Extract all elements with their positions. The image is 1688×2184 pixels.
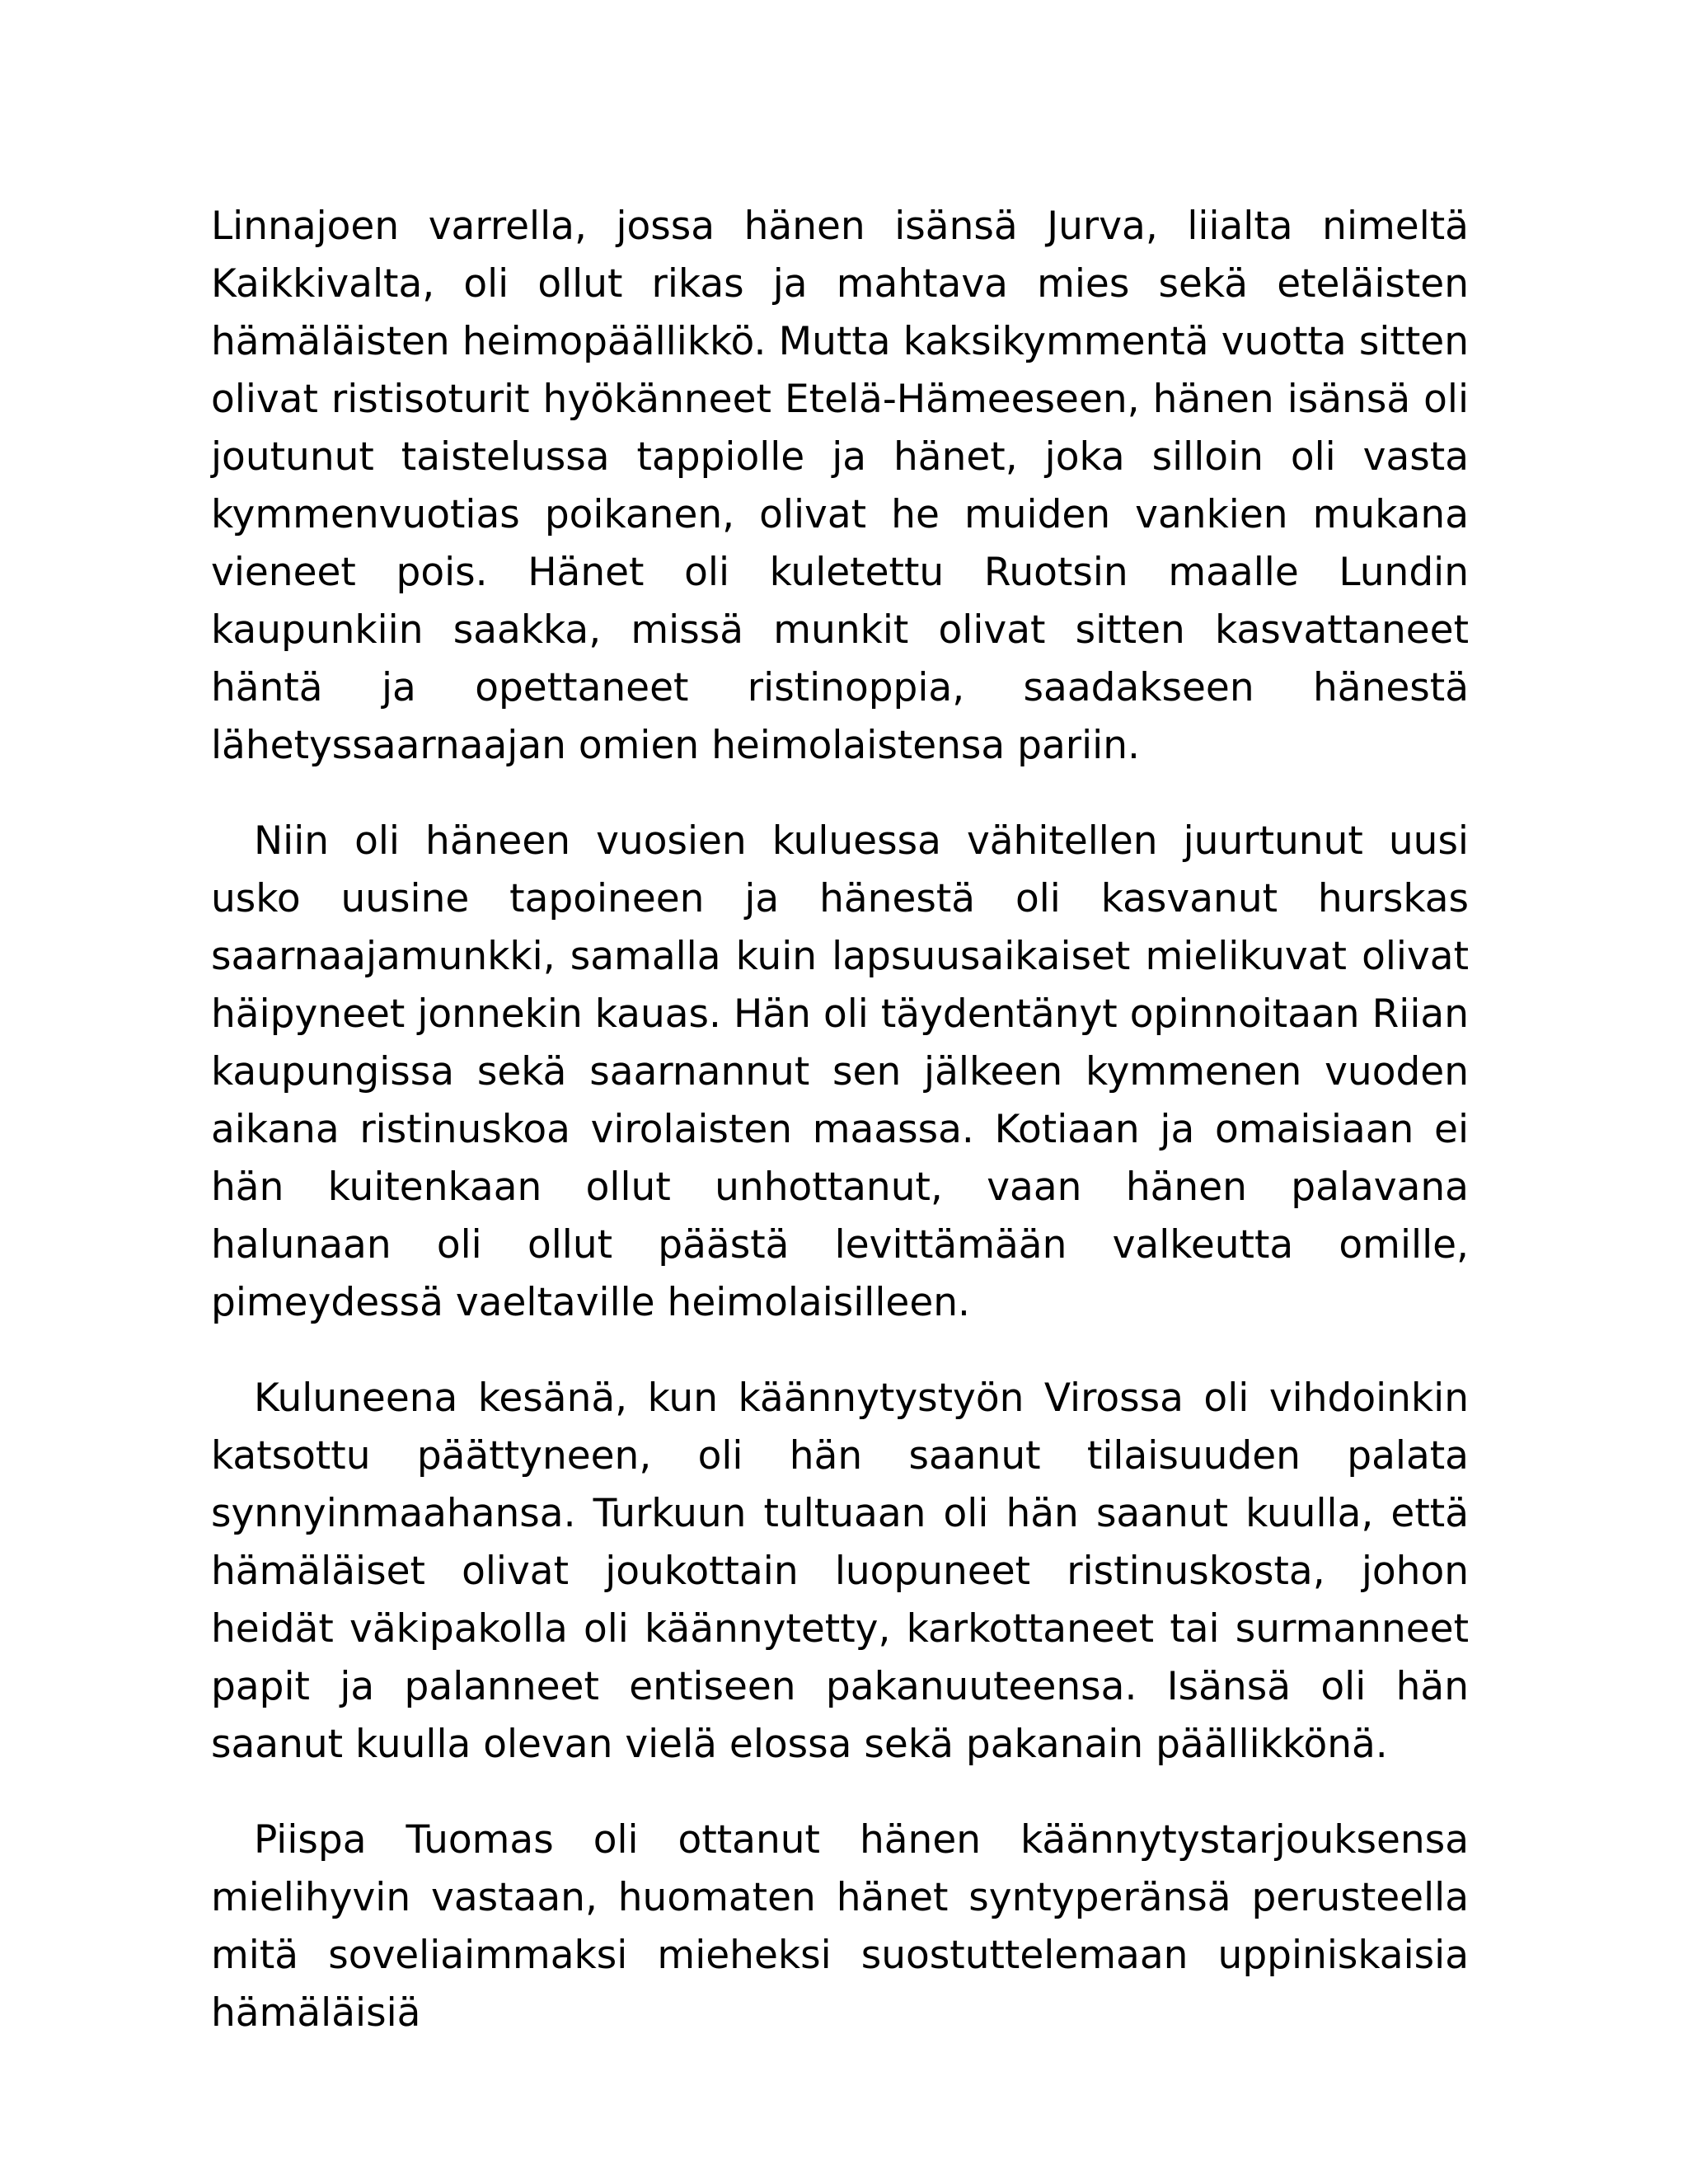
- paragraph-3: Kuluneena kesänä, kun käännytystyön Virossa oli vihdoinkin katsottu päättyneen, oli hän saanut tilaisuuden palata synnyinmaahansa. Turkuun tultuaan oli hän saanut kuulla, että hämäläiset olivat joukottain luopuneet ristinuskosta, johon heidät väkipakolla oli käännytetty, karkottaneet tai surmanneet papit ja palanneet entiseen pakanuuteensa. Isänsä oli hän saanut kuulla olevan vielä elossa sekä pakanain päällikkönä.: [211, 1376, 1469, 1767]
- paragraph-2: Niin oli häneen vuosien kuluessa vähitellen juurtunut uusi usko uusine tapoineen ja hänestä oli kasvanut hurskas saarnaajamunkki, samalla kuin lapsuusaikaiset mielikuvat olivat häipyneet jonnekin kauas. Hän oli täydentänyt opinnoitaan Riian kaupungissa sekä saarnannut sen jälkeen kymmenen vuoden aikana ristinuskoa virolaisten maassa. Kotiaan ja omaisiaan ei hän kuitenkaan ollut unhottanut, vaan hänen palavana halunaan oli ollut päästä levittämään valkeutta omille, pimeydessä vaeltaville heimolaisilleen.: [211, 818, 1469, 1325]
- paragraph-4: Piispa Tuomas oli ottanut hänen käännytystarjouksensa mielihyvin vastaan, huomaten hänet syntyperänsä perusteella mitä soveliaimmaksi mieheksi suostuttelemaan uppiniskaisia hämäläisiä: [211, 1817, 1469, 2036]
- paragraph-1: Linnajoen varrella, jossa hänen isänsä Jurva, liialta nimeltä Kaikkivalta, oli ollut rikas ja mahtava mies sekä eteläisten hämäläisten heimopäällikkö. Mutta kaksikymmentä vuotta sitten olivat ristisoturit hyökänneet Etelä-Hämeeseen, hänen isänsä oli joutunut taistelussa tappiolle ja hänet, joka silloin oli vasta kymmenvuotias poikanen, olivat he muiden vankien mukana vieneet pois. Hänet oli kuletettu Ruotsin maalle Lundin kaupunkiin saakka, missä munkit olivat sitten kasvattaneet häntä ja opettaneet ristinoppia, saadakseen hänestä lähetyssaarnaajan omien heimolaistensa pariin.: [211, 204, 1469, 768]
- text-column: [211, 198, 1469, 2080]
